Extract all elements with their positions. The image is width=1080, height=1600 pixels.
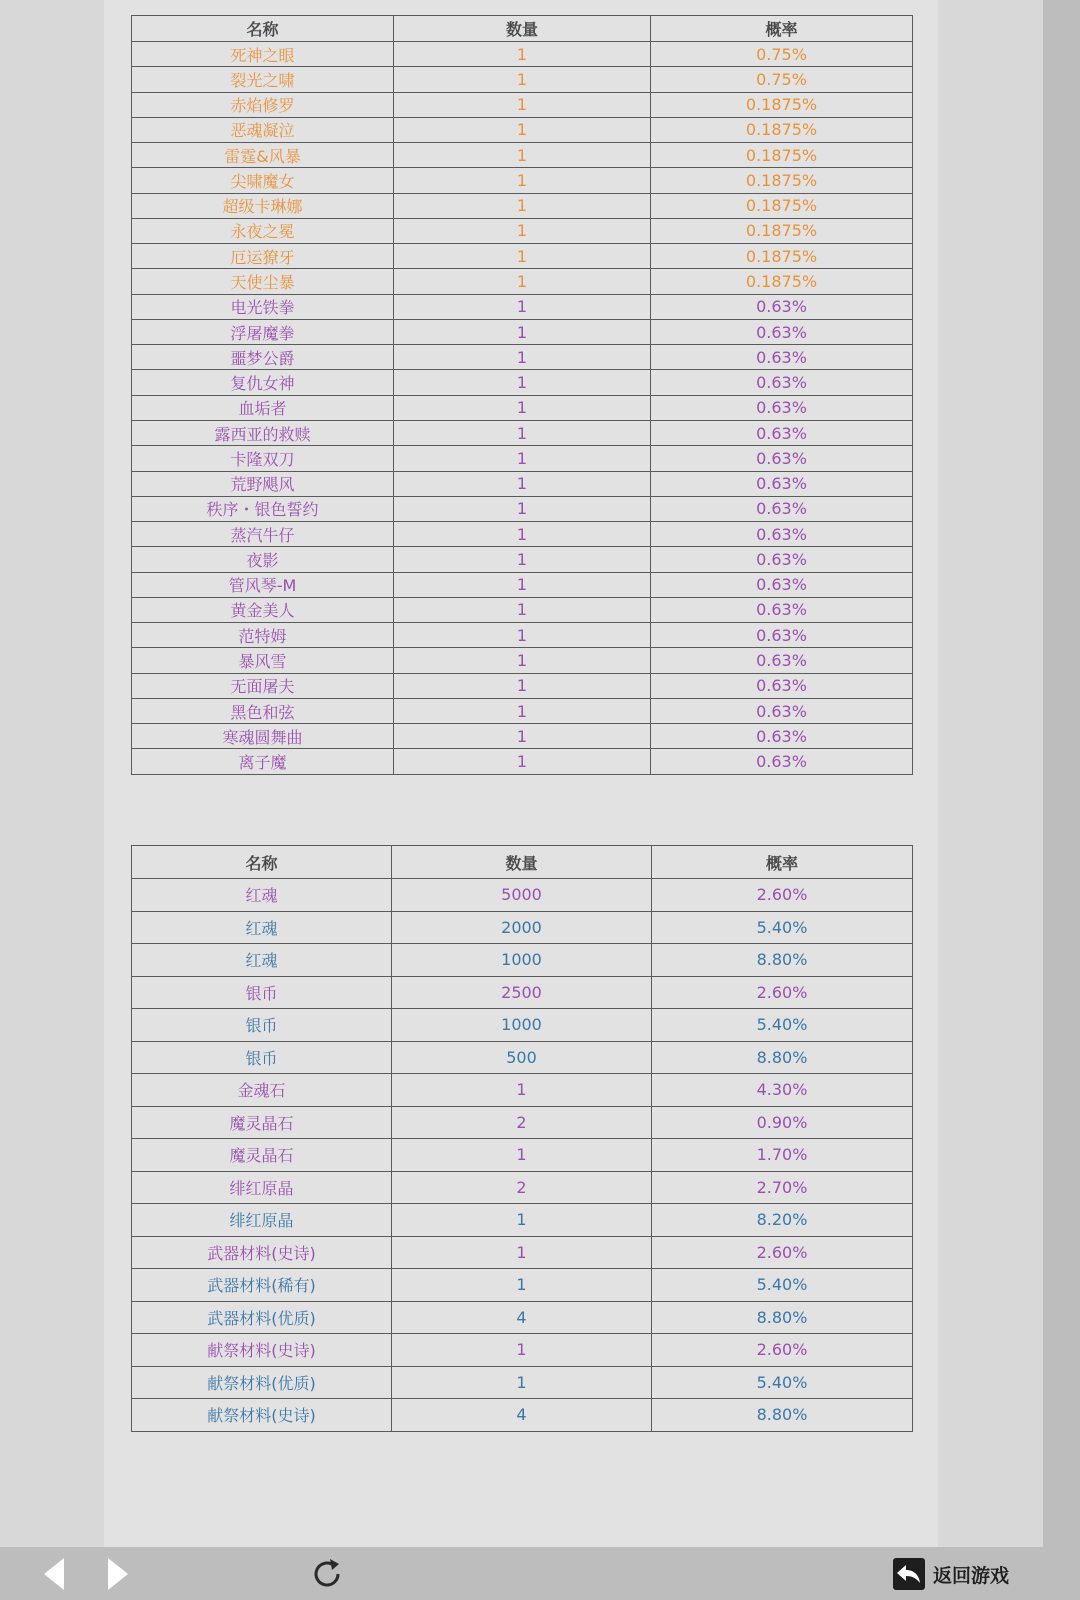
table-row: [132, 1366, 913, 1399]
cell-probability: 0.63%: [651, 294, 913, 319]
browser-bottom-toolbar: [0, 1547, 1080, 1600]
cell-name: 绯红原晶: [132, 1171, 392, 1204]
table-row: [132, 547, 913, 572]
table-row: [132, 976, 913, 1009]
table-row: [132, 1269, 913, 1302]
cell-quantity: 1: [394, 168, 651, 193]
table-row: [132, 345, 913, 370]
cell-quantity: 1: [394, 117, 651, 142]
table-row: [132, 572, 913, 597]
cell-name: 血垢者: [132, 395, 394, 420]
cell-name: 武器材料(优质): [132, 1301, 392, 1334]
table-row: [132, 1171, 913, 1204]
cell-quantity: 1: [394, 522, 651, 547]
cell-name: 范特姆: [132, 623, 394, 648]
table-row: [132, 673, 913, 698]
cell-name: 献祭材料(史诗): [132, 1334, 392, 1367]
cell-name: 银币: [132, 976, 392, 1009]
cell-name: 红魂: [132, 944, 392, 977]
cell-quantity: 1: [394, 345, 651, 370]
cell-name: 荒野飓风: [132, 471, 394, 496]
cell-probability: 4.30%: [652, 1074, 913, 1107]
cell-probability: 0.63%: [651, 319, 913, 344]
back-button[interactable]: [38, 1555, 72, 1593]
cell-probability: 0.1875%: [651, 193, 913, 218]
table-row: [132, 218, 913, 243]
cell-probability: 0.63%: [651, 420, 913, 445]
cell-quantity: 1: [394, 218, 651, 243]
cell-probability: 5.40%: [652, 911, 913, 944]
cell-quantity: 1: [394, 244, 651, 269]
cell-name: 管风琴-M: [132, 572, 394, 597]
cell-probability: 0.63%: [651, 673, 913, 698]
cell-probability: 2.60%: [652, 879, 913, 912]
cell-quantity: 1: [394, 446, 651, 471]
table-row: [132, 193, 913, 218]
return-to-game-label: 返回游戏: [933, 1564, 1010, 1587]
cell-quantity: 2500: [392, 976, 652, 1009]
table-header-row: [132, 846, 913, 879]
cell-quantity: 2: [392, 1106, 652, 1139]
table-row: [132, 1301, 913, 1334]
cell-probability: 0.63%: [651, 698, 913, 723]
cell-quantity: 1: [394, 193, 651, 218]
cell-quantity: 1: [394, 648, 651, 673]
cell-name: 无面屠夫: [132, 673, 394, 698]
cell-quantity: 1: [392, 1334, 652, 1367]
table-row: [132, 1204, 913, 1237]
cell-probability: 5.40%: [652, 1009, 913, 1042]
table-row: [132, 648, 913, 673]
table-row: [132, 67, 913, 92]
table-row: [132, 724, 913, 749]
table-row: [132, 1009, 913, 1042]
cell-quantity: 1: [394, 269, 651, 294]
cell-name: 魔灵晶石: [132, 1139, 392, 1172]
arrow-right-icon: [100, 1555, 134, 1593]
cell-probability: 0.63%: [651, 522, 913, 547]
refresh-button[interactable]: [308, 1555, 346, 1593]
cell-name: 电光铁拳: [132, 294, 394, 319]
cell-quantity: 1: [394, 92, 651, 117]
cell-quantity: 1: [392, 1269, 652, 1302]
cell-name: 暴风雪: [132, 648, 394, 673]
cell-quantity: 1: [394, 698, 651, 723]
return-to-game-button[interactable]: [893, 1557, 1009, 1591]
cell-probability: 8.80%: [652, 944, 913, 977]
cell-probability: 0.1875%: [651, 218, 913, 243]
cell-name: 黑色和弦: [132, 698, 394, 723]
table-row: [132, 1236, 913, 1269]
cell-quantity: 1: [392, 1074, 652, 1107]
cell-name: 红魂: [132, 911, 392, 944]
cell-quantity: 1: [394, 395, 651, 420]
header-name: 名称: [132, 846, 392, 879]
cell-quantity: 4: [392, 1399, 652, 1432]
table-row: [132, 597, 913, 622]
cell-name: 武器材料(稀有): [132, 1269, 392, 1302]
table-row: [132, 168, 913, 193]
cell-name: 尖啸魔女: [132, 168, 394, 193]
cell-probability: 0.1875%: [651, 168, 913, 193]
cell-probability: 0.63%: [651, 370, 913, 395]
cell-quantity: 1: [394, 572, 651, 597]
cell-probability: 0.63%: [651, 446, 913, 471]
cell-quantity: 1: [392, 1366, 652, 1399]
table-row: [132, 117, 913, 142]
table-row: [132, 749, 913, 774]
cell-name: 离子魔: [132, 749, 394, 774]
cell-probability: 0.63%: [651, 623, 913, 648]
table-row: [132, 496, 913, 521]
cell-name: 夜影: [132, 547, 394, 572]
table-row: [132, 522, 913, 547]
cell-probability: 5.40%: [652, 1366, 913, 1399]
table-row: [132, 446, 913, 471]
table-row: [132, 1041, 913, 1074]
cell-name: 秩序・银色誓约: [132, 496, 394, 521]
cell-quantity: 2: [392, 1171, 652, 1204]
header-quantity: 数量: [392, 846, 652, 879]
cell-probability: 0.63%: [651, 395, 913, 420]
cell-name: 复仇女神: [132, 370, 394, 395]
cell-name: 武器材料(史诗): [132, 1236, 392, 1269]
cell-quantity: 1000: [392, 944, 652, 977]
cell-name: 浮屠魔拳: [132, 319, 394, 344]
cell-probability: 8.20%: [652, 1204, 913, 1237]
table-row: [132, 269, 913, 294]
cell-probability: 0.63%: [651, 345, 913, 370]
cell-probability: 0.63%: [651, 572, 913, 597]
header-quantity: 数量: [394, 16, 651, 42]
cell-quantity: 1: [392, 1204, 652, 1237]
cell-name: 绯红原晶: [132, 1204, 392, 1237]
table-row: [132, 944, 913, 977]
cell-probability: 0.63%: [651, 597, 913, 622]
table-row: [132, 395, 913, 420]
refresh-icon: [308, 1555, 346, 1593]
table-row: [132, 1139, 913, 1172]
cell-quantity: 1: [394, 673, 651, 698]
weapon-probability-table: [131, 15, 913, 775]
cell-probability: 0.63%: [651, 496, 913, 521]
cell-probability: 2.60%: [652, 976, 913, 1009]
cell-name: 金魂石: [132, 1074, 392, 1107]
cell-probability: 0.1875%: [651, 244, 913, 269]
cell-probability: 8.80%: [652, 1399, 913, 1432]
cell-name: 赤焰修罗: [132, 92, 394, 117]
cell-quantity: 1: [394, 623, 651, 648]
cell-quantity: 1: [392, 1139, 652, 1172]
cell-probability: 0.75%: [651, 42, 913, 67]
cell-name: 银币: [132, 1041, 392, 1074]
arrow-left-icon: [38, 1555, 72, 1593]
cell-name: 裂光之啸: [132, 67, 394, 92]
cell-probability: 0.63%: [651, 724, 913, 749]
cell-probability: 0.63%: [651, 547, 913, 572]
cell-name: 噩梦公爵: [132, 345, 394, 370]
scrollbar-track[interactable]: [1043, 0, 1080, 1547]
table-row: [132, 420, 913, 445]
cell-probability: 8.80%: [652, 1041, 913, 1074]
table-row: [132, 294, 913, 319]
cell-name: 蒸汽牛仔: [132, 522, 394, 547]
cell-name: 银币: [132, 1009, 392, 1042]
table-row: [132, 319, 913, 344]
cell-probability: 0.90%: [652, 1106, 913, 1139]
table-header-row: [132, 16, 913, 42]
cell-quantity: 1: [394, 143, 651, 168]
cell-name: 天使尘暴: [132, 269, 394, 294]
table-row: [132, 911, 913, 944]
cell-quantity: 1: [392, 1236, 652, 1269]
cell-name: 露西亚的救赎: [132, 420, 394, 445]
cell-name: 超级卡琳娜: [132, 193, 394, 218]
cell-quantity: 500: [392, 1041, 652, 1074]
cell-probability: 2.60%: [652, 1236, 913, 1269]
table-row: [132, 879, 913, 912]
table-row: [132, 623, 913, 648]
header-name: 名称: [132, 16, 394, 42]
cell-probability: 2.70%: [652, 1171, 913, 1204]
cell-name: 卡隆双刀: [132, 446, 394, 471]
table-row: [132, 42, 913, 67]
cell-quantity: 1: [394, 749, 651, 774]
cell-name: 献祭材料(优质): [132, 1366, 392, 1399]
table-row: [132, 143, 913, 168]
material-probability-table: [131, 845, 913, 1432]
cell-probability: 0.63%: [651, 648, 913, 673]
cell-probability: 0.1875%: [651, 269, 913, 294]
cell-probability: 1.70%: [652, 1139, 913, 1172]
cell-quantity: 4: [392, 1301, 652, 1334]
cell-quantity: 1: [394, 597, 651, 622]
cell-quantity: 1: [394, 370, 651, 395]
cell-name: 黄金美人: [132, 597, 394, 622]
table-row: [132, 1074, 913, 1107]
cell-name: 恶魂凝泣: [132, 117, 394, 142]
header-probability: 概率: [652, 846, 913, 879]
cell-probability: 5.40%: [652, 1269, 913, 1302]
table-row: [132, 1106, 913, 1139]
cell-name: 雷霆&风暴: [132, 143, 394, 168]
cell-quantity: 1: [394, 547, 651, 572]
cell-quantity: 2000: [392, 911, 652, 944]
cell-quantity: 1: [394, 420, 651, 445]
table-row: [132, 92, 913, 117]
forward-button[interactable]: [100, 1555, 134, 1593]
cell-quantity: 1: [394, 319, 651, 344]
table-row: [132, 698, 913, 723]
cell-quantity: 1: [394, 42, 651, 67]
cell-probability: 0.1875%: [651, 117, 913, 142]
table-row: [132, 471, 913, 496]
return-arrow-icon: [893, 1558, 925, 1590]
table-row: [132, 1399, 913, 1432]
table-row: [132, 370, 913, 395]
cell-probability: 0.1875%: [651, 92, 913, 117]
cell-probability: 0.63%: [651, 749, 913, 774]
cell-quantity: 1: [394, 724, 651, 749]
cell-quantity: 1: [394, 67, 651, 92]
header-probability: 概率: [651, 16, 913, 42]
cell-quantity: 1: [394, 294, 651, 319]
cell-quantity: 5000: [392, 879, 652, 912]
cell-name: 魔灵晶石: [132, 1106, 392, 1139]
cell-quantity: 1: [394, 496, 651, 521]
cell-probability: 8.80%: [652, 1301, 913, 1334]
cell-probability: 0.63%: [651, 471, 913, 496]
cell-quantity: 1000: [392, 1009, 652, 1042]
cell-name: 寒魂圆舞曲: [132, 724, 394, 749]
cell-probability: 2.60%: [652, 1334, 913, 1367]
cell-probability: 0.1875%: [651, 143, 913, 168]
cell-name: 厄运獠牙: [132, 244, 394, 269]
cell-name: 死神之眼: [132, 42, 394, 67]
table-row: [132, 244, 913, 269]
table-row: [132, 1334, 913, 1367]
cell-name: 献祭材料(史诗): [132, 1399, 392, 1432]
cell-probability: 0.75%: [651, 67, 913, 92]
cell-name: 红魂: [132, 879, 392, 912]
cell-quantity: 1: [394, 471, 651, 496]
cell-name: 永夜之冕: [132, 218, 394, 243]
